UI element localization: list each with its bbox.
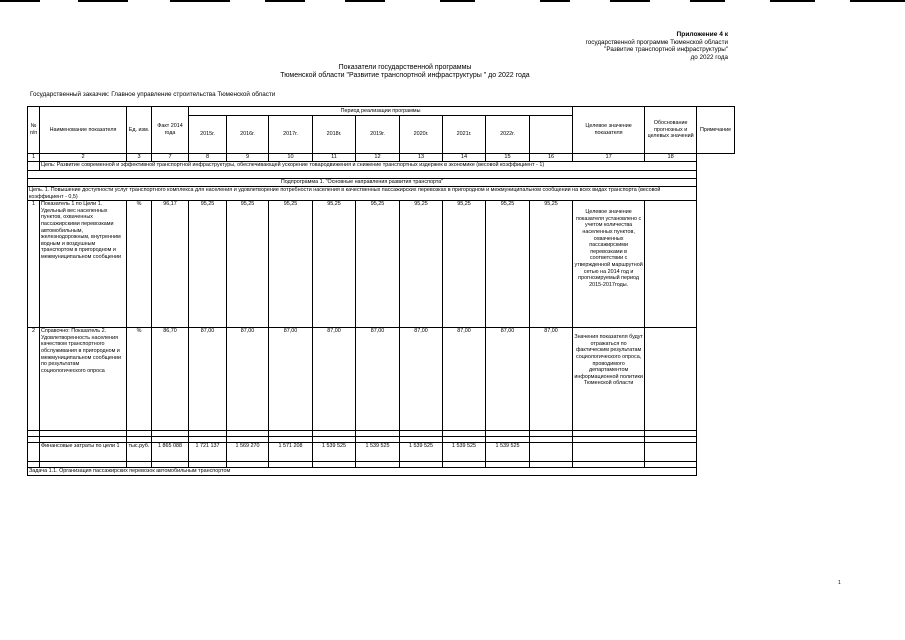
goal1-row	[28, 187, 735, 201]
goal-text: Цель: Развитие современной и эффективной транспортной инфраструктуры, обеспечивающей ускорение товародвижения и снижение транспортных издержек в экономике (весовой коэффициент - 1)	[40, 162, 697, 171]
row-value: 95,25	[356, 201, 400, 328]
col-number: 1	[28, 154, 40, 162]
row-fact: 86,70	[152, 328, 189, 431]
table-row	[28, 328, 735, 431]
header-num: № п/п	[28, 107, 40, 154]
row-value: 95,25	[269, 201, 313, 328]
col-number: 14	[443, 154, 486, 162]
row-target: 87,00	[530, 328, 573, 431]
column-number-row	[28, 154, 735, 162]
task-text: Задача 1.1. Организация пассажирских перевозок автомобильным транспортом	[28, 468, 697, 476]
finance-name: Финансовые затраты по цели 1	[40, 443, 127, 462]
header-year: 2015г.	[189, 116, 227, 154]
row-value: 95,25	[443, 201, 486, 328]
row-value: 87,00	[189, 328, 227, 431]
row-unit: %	[127, 328, 152, 431]
row-value: 95,25	[227, 201, 269, 328]
row-value: 87,00	[356, 328, 400, 431]
header-period: Период реализации программы	[189, 107, 573, 116]
row-num: 1	[28, 201, 40, 328]
col-number: 18	[645, 154, 697, 162]
finance-value: 1 721 137	[189, 443, 227, 462]
finance-value: 1 539 525	[400, 443, 443, 462]
finance-row	[28, 443, 735, 462]
header-justification: Обоснование прогнозных и целевых значений	[645, 107, 697, 154]
task-row	[28, 468, 735, 476]
finance-fact: 1 865 088	[152, 443, 189, 462]
col-number: 12	[356, 154, 400, 162]
finance-value: 1 571 208	[269, 443, 313, 462]
header-remark: Примечание	[697, 107, 735, 154]
row-unit: %	[127, 201, 152, 328]
indicators-table	[27, 106, 735, 476]
row-value: 95,25	[313, 201, 356, 328]
row-value: 95,25	[189, 201, 227, 328]
goal1-text: Цель. 1. Повышение доступности услуг транспортного комплекса для населения и удовлетворение потребности населения в качественных пассажирских перевозках в пригородном и межмуниципальном сообщении на всех видах транспорта (весовой коэффициент - 0,5)	[28, 187, 697, 201]
col-number: 2	[40, 154, 127, 162]
row-num: 2	[28, 328, 40, 431]
row-value: 95,25	[400, 201, 443, 328]
finance-value: 1 569 270	[227, 443, 269, 462]
scan-top-border	[0, 0, 905, 3]
col-number: 9	[227, 154, 269, 162]
document-title	[200, 64, 610, 81]
row-justification: Значения показателя будут отражаться по фактическим результатам социологического опроса, проводимого департаментом информационной политики Тюменской области	[573, 328, 645, 431]
row-value: 87,00	[443, 328, 486, 431]
appendix-title: Приложение 4 к	[676, 31, 728, 38]
subprogram-row	[28, 179, 735, 187]
page-mark: 1	[838, 580, 841, 586]
title-line: Показатели государственной программы	[338, 64, 472, 71]
goal-row	[28, 162, 735, 171]
header-fact: Факт 2014 года	[152, 107, 189, 154]
finance-value: 1 539 525	[313, 443, 356, 462]
title-line: Тюменской области "Развитие транспортной инфраструктуры " до 2022 года	[280, 72, 530, 80]
row-justification: Целевое значение показателя установлено с учетом количества населенных пунктов, охваченных пассажирскими перевозками в соответствии с утвержденной маршрутной сетью на 2014 год и прогнозируемый период 2015-2017годы.	[573, 201, 645, 328]
row-value: 87,00	[269, 328, 313, 431]
row-value: 87,00	[313, 328, 356, 431]
header-year: 2017г.	[269, 116, 313, 154]
row-indicator-name: Показатель 1 по Цели 1. Удельный вес населенных пунктов, охваченных пассажирскими перевозками автомобильным, железнодорожным, внутренним водным и воздушным транспортом в пригородном и межмуниципальном сообщении	[40, 201, 127, 328]
appendix-line: до 2022 года	[690, 53, 728, 61]
header-year: 2019г.	[356, 116, 400, 154]
table-row	[28, 201, 735, 328]
col-number: 15	[486, 154, 530, 162]
row-remark	[645, 328, 697, 431]
col-number: 8	[189, 154, 227, 162]
col-number: 7	[152, 154, 189, 162]
state-customer: Государственный заказчик: Главное управление строительства Тюменской области	[30, 91, 276, 98]
appendix-line: "Развитие транспортной инфраструктуры"	[604, 46, 728, 54]
row-target: 95,25	[530, 201, 573, 328]
finance-value: 1 539 525	[443, 443, 486, 462]
col-number: 16	[530, 154, 573, 162]
header-year: 2018г.	[313, 116, 356, 154]
header-target: Целевое значение показателя	[573, 107, 645, 154]
col-number: 13	[400, 154, 443, 162]
col-number: 17	[573, 154, 645, 162]
row-fact: 96,17	[152, 201, 189, 328]
header-year: 2022г.	[486, 116, 530, 154]
col-number: 11	[313, 154, 356, 162]
header-unit: Ед. изм.	[127, 107, 152, 154]
col-number: 10	[269, 154, 313, 162]
row-value: 87,00	[400, 328, 443, 431]
finance-unit: тыс.руб.	[127, 443, 152, 462]
row-indicator-name: Справочно: Показатель 2. Удовлетворенность населения качеством транспортного обслуживания в пригородном и межмуниципальном сообщении по результатам социологического опроса	[40, 328, 127, 431]
finance-value: 1 539 525	[356, 443, 400, 462]
col-number: 3	[127, 154, 152, 162]
row-value: 87,00	[227, 328, 269, 431]
finance-value: 1 539 525	[486, 443, 530, 462]
header-year: 2021г.	[443, 116, 486, 154]
subprogram-title: Подпрограмма 1. "Основные направления развития транспорта"	[28, 179, 697, 187]
header-year: 2016г.	[227, 116, 269, 154]
row-remark	[645, 201, 697, 328]
header-year: 2020г.	[400, 116, 443, 154]
header-name: Наименование показателя	[40, 107, 127, 154]
appendix-line: государственной программе Тюменской области	[585, 38, 728, 46]
row-value: 95,25	[486, 201, 530, 328]
appendix-note	[428, 31, 728, 61]
row-value: 87,00	[486, 328, 530, 431]
